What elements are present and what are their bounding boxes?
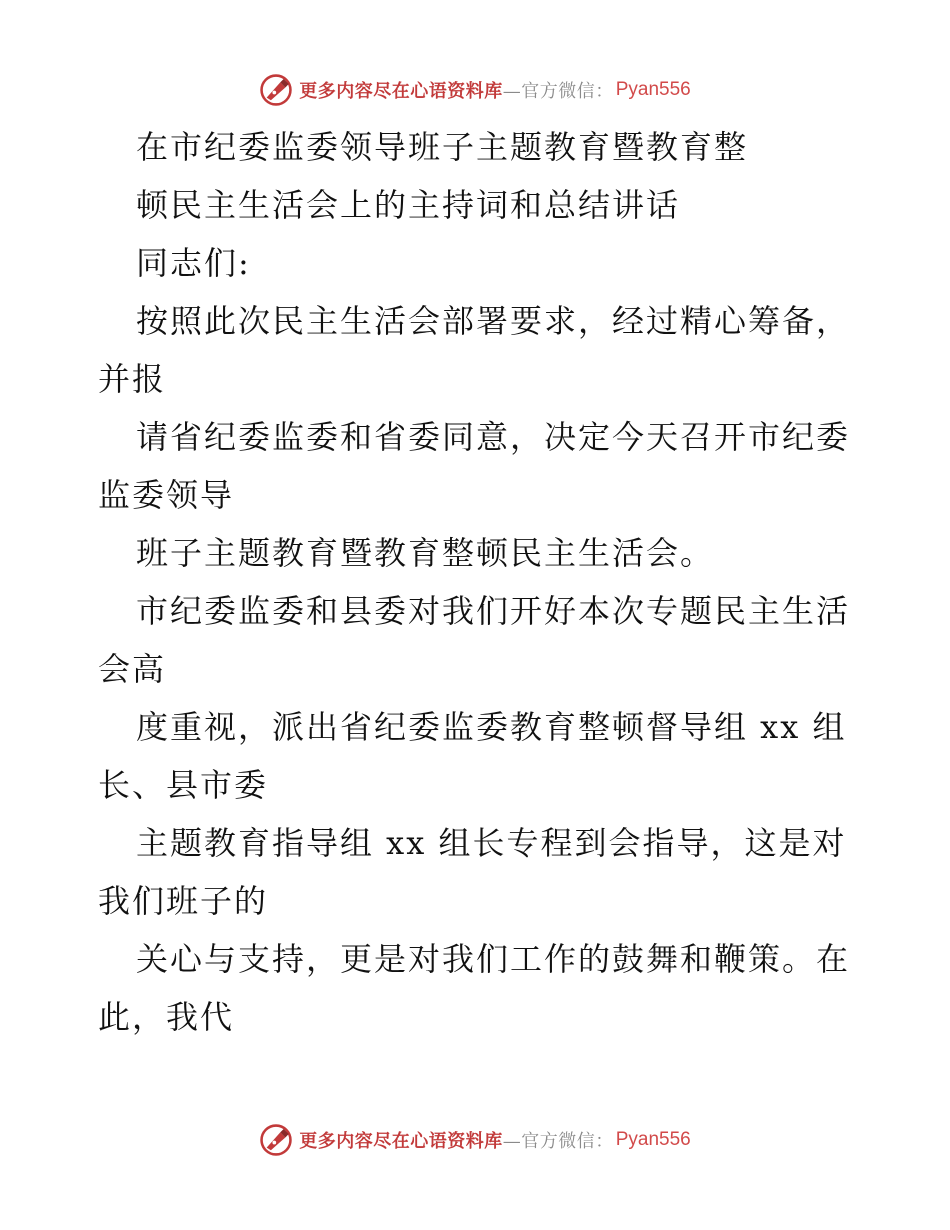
paragraph-line: 我们班子的 — [98, 882, 269, 920]
paragraph-line: 并报 — [98, 360, 167, 398]
header-banner — [0, 70, 950, 110]
paragraph-line: 请省纪委监委和省委同意，决定今天召开市纪委 — [136, 418, 851, 456]
footer-banner — [0, 1120, 950, 1160]
banner-main-text: 更多内容尽在心语资料库 — [299, 1131, 503, 1152]
document-body — [98, 118, 858, 1046]
pen-nib-logo-icon — [259, 73, 293, 107]
pen-nib-logo-icon — [259, 1123, 293, 1157]
paragraph-line: 关心与支持，更是对我们工作的鼓舞和鞭策。在 — [136, 940, 851, 978]
title-line-2: 顿民主生活会上的主持词和总结讲话 — [136, 186, 681, 224]
paragraph-line: 长、县市委 — [98, 766, 269, 804]
paragraph-line: 按照此次民主生活会部署要求，经过精心筹备， — [136, 302, 851, 340]
paragraph-line: 监委领导 — [98, 476, 235, 514]
banner-main-text: 更多内容尽在心语资料库 — [299, 81, 503, 102]
salutation: 同志们: — [136, 244, 251, 282]
paragraph-line: 度重视，派出省纪委监委教育整顿督导组 xx 组 — [136, 708, 847, 746]
paragraph-line: 此，我代 — [98, 998, 235, 1036]
banner-wechat-id: Pyan556 — [615, 1129, 691, 1150]
banner-separator-text: —官方微信： — [502, 1131, 614, 1152]
paragraph-line: 主题教育指导组 xx 组长专程到会指导，这是对 — [136, 824, 847, 862]
paragraph-line: 市纪委监委和县委对我们开好本次专题民主生活 — [136, 592, 851, 630]
banner-separator-text: —官方微信： — [502, 81, 614, 102]
title-line-1: 在市纪委监委领导班子主题教育暨教育整 — [136, 128, 749, 166]
paragraph-line: 会高 — [98, 650, 167, 688]
paragraph-line: 班子主题教育暨教育整顿民主生活会。 — [136, 534, 715, 572]
banner-wechat-id: Pyan556 — [615, 79, 691, 100]
